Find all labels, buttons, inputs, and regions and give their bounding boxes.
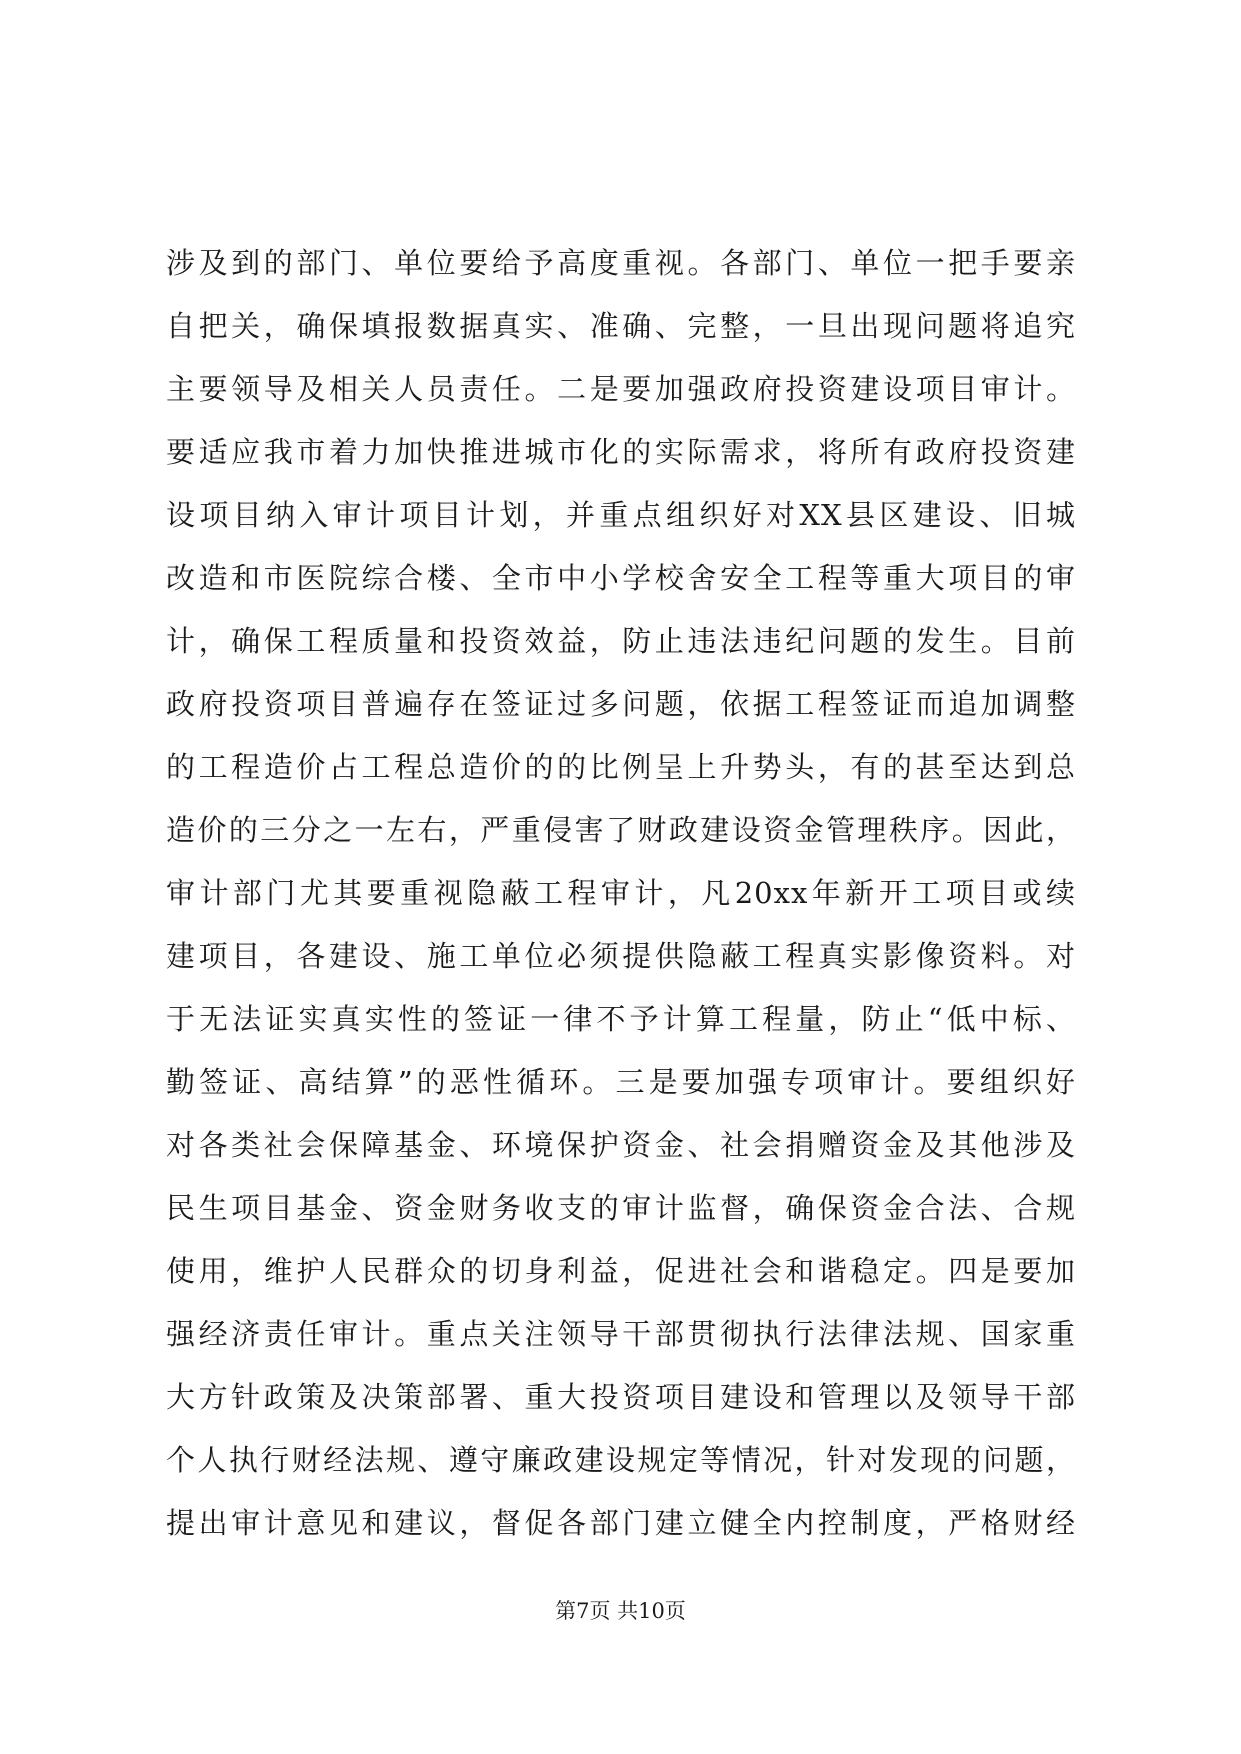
text-line: 的工程造价占工程总造价的的比例呈上升势头，有的甚至达到总 xyxy=(166,750,1076,784)
text-line: 要适应我市着力加快推进城市化的实际需求，将所有政府投资建 xyxy=(166,435,1076,469)
text-line: 民生项目基金、资金财务收支的审计监督，确保资金合法、合规 xyxy=(166,1191,1076,1225)
text-line: 改造和市医院综合楼、全市中小学校舍安全工程等重大项目的审 xyxy=(166,561,1076,595)
text-line: 审计部门尤其要重视隐蔽工程审计，凡20xx年新开工项目或续 xyxy=(166,876,1076,910)
text-line: 造价的三分之一左右，严重侵害了财政建设资金管理秩序。因此， xyxy=(166,813,1076,847)
text-line: 使用，维护人民群众的切身利益，促进社会和谐稳定。四是要加 xyxy=(166,1254,1076,1288)
text-line: 计，确保工程质量和投资效益，防止违法违纪问题的发生。目前 xyxy=(166,624,1076,658)
text-line: 提出审计意见和建议，督促各部门建立健全内控制度，严格财经 xyxy=(166,1506,1076,1540)
text-line: 勤签证、高结算”的恶性循环。三是要加强专项审计。要组织好 xyxy=(166,1065,1076,1099)
text-line: 政府投资项目普遍存在签证过多问题，依据工程签证而追加调整 xyxy=(166,687,1076,721)
text-line: 于无法证实真实性的签证一律不予计算工程量，防止“低中标、 xyxy=(166,1002,1076,1036)
text-line: 个人执行财经法规、遵守廉政建设规定等情况，针对发现的问题， xyxy=(166,1443,1076,1477)
text-line: 自把关，确保填报数据真实、准确、完整，一旦出现问题将追究 xyxy=(166,309,1076,343)
text-line: 设项目纳入审计项目计划，并重点组织好对XX县区建设、旧城 xyxy=(166,498,1076,532)
text-line: 涉及到的部门、单位要给予高度重视。各部门、单位一把手要亲 xyxy=(166,246,1076,280)
body-text xyxy=(166,232,1076,1555)
text-line: 建项目，各建设、施工单位必须提供隐蔽工程真实影像资料。对 xyxy=(166,939,1076,973)
text-line: 大方针政策及决策部署、重大投资项目建设和管理以及领导干部 xyxy=(166,1380,1076,1414)
text-line: 强经济责任审计。重点关注领导干部贯彻执行法律法规、国家重 xyxy=(166,1317,1076,1351)
text-line: 对各类社会保障基金、环境保护资金、社会捐赠资金及其他涉及 xyxy=(166,1128,1076,1162)
page-number-footer: 第7页 共10页 xyxy=(555,1599,686,1623)
text-line: 主要领导及相关人员责任。二是要加强政府投资建设项目审计。 xyxy=(166,372,1076,406)
